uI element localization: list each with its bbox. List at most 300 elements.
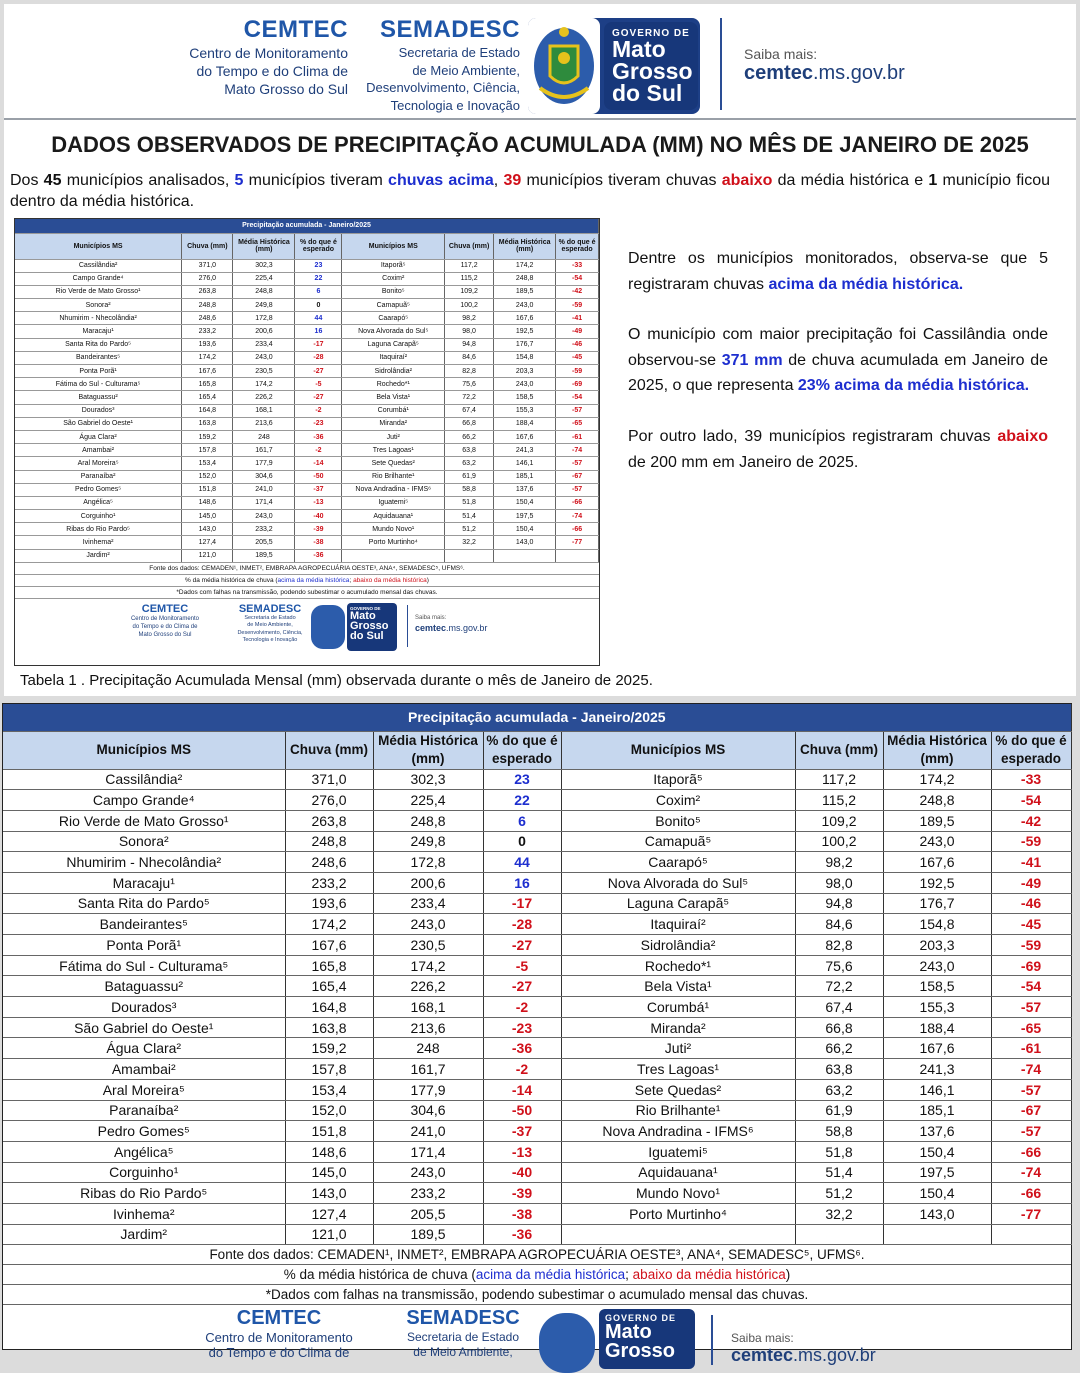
pct-cell: 23 [295, 259, 342, 272]
pct-cell: -61 [556, 430, 599, 443]
gov-name-3: do Sul [612, 79, 683, 106]
table-title: Precipitação acumulada - Janeiro/2025 [3, 704, 1071, 731]
pct-cell: -27 [295, 391, 342, 404]
small-foot-source: Fonte dos dados: CEMADEN¹, INMET², EMBRAPA AGROPECUÁRIA OESTE³, ANA⁴, SEMADESC⁵, UFMS⁶. [15, 563, 599, 575]
municipio-cell: Nova Andradina - IFMS⁶ [342, 483, 445, 496]
pct-cell: -28 [295, 351, 342, 364]
small-cemtec-sub: Centro de Monitoramento [130, 615, 200, 622]
chuva-cell: 63,8 [795, 1059, 883, 1080]
government-logo [528, 18, 700, 114]
media-cell: 174,2 [373, 955, 483, 976]
table-row [3, 769, 1071, 790]
municipio-cell: Angélica⁵ [15, 496, 182, 509]
pct-cell: 22 [295, 272, 342, 285]
media-cell: 302,3 [233, 259, 295, 272]
pct-cell: -17 [295, 338, 342, 351]
media-cell: 189,5 [883, 810, 991, 831]
municipio-cell: Nova Alvorada do Sul⁵ [342, 325, 445, 338]
pct-cell: -27 [483, 935, 561, 956]
media-cell: 167,6 [494, 312, 556, 325]
semadesc-sub-3: Desenvolvimento, Ciência, [366, 80, 520, 95]
media-cell: 205,5 [373, 1203, 483, 1224]
pct-cell: -40 [483, 1162, 561, 1183]
media-cell: 233,4 [233, 338, 295, 351]
municipio-cell: Aral Moreira⁵ [3, 1079, 285, 1100]
chuva-cell: 61,9 [445, 470, 494, 483]
intro-below-label: abaixo [721, 172, 773, 189]
chuva-cell: 61,9 [795, 1100, 883, 1121]
table-row [3, 935, 1071, 956]
large-foot-source: Fonte dos dados: CEMADEN¹, INMET², EMBRAPA AGROPECUÁRIA OESTE³, ANA⁴, SEMADESC⁵, UFMS⁶. [3, 1245, 1071, 1265]
chuva-cell: 51,4 [445, 510, 494, 523]
table-row [3, 831, 1071, 852]
table-row [15, 430, 599, 443]
chuva-cell: 174,2 [285, 914, 373, 935]
municipio-cell: Amambai² [3, 1059, 285, 1080]
municipio-cell: Ribas do Rio Pardo⁵ [15, 523, 182, 536]
small-crest-icon [311, 605, 345, 649]
pct-cell: -42 [991, 810, 1071, 831]
table-row [15, 365, 599, 378]
table-row [3, 1100, 1071, 1121]
municipio-cell: Sonora² [15, 299, 182, 312]
foot-below: abaixo da média histórica [353, 576, 427, 584]
pct-cell: 44 [483, 852, 561, 873]
pct-cell: -41 [991, 852, 1071, 873]
pct-cell: -42 [556, 285, 599, 298]
pct-cell: -57 [556, 457, 599, 470]
chuva-cell: 151,8 [285, 1121, 373, 1142]
table-row [3, 852, 1071, 873]
intro-count-total: 45 [43, 172, 62, 189]
large-logo-strip [3, 1305, 1071, 1365]
media-cell: 233,4 [373, 893, 483, 914]
small-logo-strip [15, 599, 599, 661]
municipio-cell: Bela Vista¹ [342, 391, 445, 404]
chuva-cell: 165,4 [182, 391, 233, 404]
pct-cell: -5 [295, 378, 342, 391]
chuva-cell: 143,0 [285, 1183, 373, 1204]
chuva-cell: 121,0 [285, 1224, 373, 1245]
municipio-cell: Itaquiraí² [561, 914, 795, 935]
chuva-cell: 174,2 [182, 351, 233, 364]
table-row [3, 1079, 1071, 1100]
municipio-cell: Cassilândia² [3, 769, 285, 790]
cemtec-name: CEMTEC [243, 16, 348, 43]
summary-above [628, 246, 1048, 297]
small-cemtec-sub: do Tempo e do Clima de [132, 623, 198, 630]
municipio-cell: Amambai² [15, 444, 182, 457]
column-header: % do que é esperado [295, 233, 342, 259]
large-cemtec-name: CEMTEC [236, 1307, 322, 1330]
pct-cell: -36 [295, 549, 342, 562]
chuva-cell: 94,8 [445, 338, 494, 351]
large-saiba: Saiba mais: [731, 1331, 794, 1346]
media-cell: 137,6 [494, 483, 556, 496]
pct-cell: -59 [991, 831, 1071, 852]
chuva-cell: 66,8 [445, 417, 494, 430]
table-row [15, 457, 599, 470]
table-row [15, 378, 599, 391]
pct-cell: -39 [483, 1183, 561, 1204]
intro-paragraph [10, 170, 1050, 212]
chuva-cell: 66,2 [445, 430, 494, 443]
pct-cell: -46 [991, 893, 1071, 914]
municipio-cell: Corguinho¹ [15, 510, 182, 523]
media-cell: 200,6 [373, 872, 483, 893]
pct-cell: -59 [556, 299, 599, 312]
column-header: Média Histórica (mm) [494, 233, 556, 259]
pct-cell: -39 [295, 523, 342, 536]
media-cell: 197,5 [494, 510, 556, 523]
media-cell: 241,0 [233, 483, 295, 496]
pct-cell: -66 [991, 1183, 1071, 1204]
large-site[interactable] [731, 1345, 876, 1366]
municipio-cell: Dourados³ [15, 404, 182, 417]
small-cemtec-name: CEMTEC [141, 602, 189, 615]
large-site-rest: .ms.gov.br [793, 1345, 876, 1366]
table-row [3, 997, 1071, 1018]
municipio-cell: Miranda² [342, 417, 445, 430]
chuva-cell: 157,8 [182, 444, 233, 457]
media-cell: 248,8 [883, 790, 991, 811]
small-semadesc-sub: Desenvolvimento, Ciência, [237, 629, 303, 636]
gov-block [604, 22, 698, 110]
chuva-cell: 63,2 [445, 457, 494, 470]
small-gov-name: Mato [350, 609, 376, 622]
semadesc-block [356, 16, 520, 114]
table-row [15, 299, 599, 312]
empty-cell [445, 549, 494, 562]
chuva-cell: 276,0 [285, 790, 373, 811]
small-table-image [14, 218, 600, 666]
pct-cell: -23 [483, 1017, 561, 1038]
media-cell: 243,0 [883, 955, 991, 976]
pct-cell: -13 [483, 1141, 561, 1162]
pct-cell: 44 [295, 312, 342, 325]
media-cell: 243,0 [233, 510, 295, 523]
large-semadesc-sub: de Meio Ambiente, [413, 1345, 513, 1360]
media-cell: 155,3 [494, 404, 556, 417]
pct-cell: -38 [295, 536, 342, 549]
pct-cell: 6 [483, 810, 561, 831]
intro-text: Dos [10, 172, 44, 189]
media-cell: 168,1 [233, 404, 295, 417]
media-cell: 137,6 [883, 1121, 991, 1142]
header-divider [720, 18, 722, 110]
chuva-cell: 115,2 [445, 272, 494, 285]
media-cell: 185,1 [883, 1100, 991, 1121]
pct-cell: -66 [556, 523, 599, 536]
media-cell: 150,4 [494, 496, 556, 509]
summary-below [628, 424, 1048, 475]
chuva-cell: 84,6 [795, 914, 883, 935]
pct-cell: -57 [991, 997, 1071, 1018]
chuva-cell: 127,4 [285, 1203, 373, 1224]
chuva-cell: 164,8 [285, 997, 373, 1018]
chuva-cell: 67,4 [445, 404, 494, 417]
chuva-cell: 32,2 [795, 1203, 883, 1224]
table-row [15, 351, 599, 364]
table-row [15, 259, 599, 272]
media-cell: 243,0 [373, 914, 483, 935]
summary-text: de 200 mm em Janeiro de 2025. [628, 453, 859, 471]
media-cell: 200,6 [233, 325, 295, 338]
table-row [3, 1203, 1071, 1224]
large-crest-icon [539, 1313, 595, 1373]
media-cell: 203,3 [494, 365, 556, 378]
chuva-cell: 117,2 [795, 769, 883, 790]
media-cell: 150,4 [883, 1141, 991, 1162]
small-semadesc-sub: de Meio Ambiente, [247, 622, 293, 629]
chuva-cell: 67,4 [795, 997, 883, 1018]
table-row [3, 976, 1071, 997]
pct-cell: -45 [991, 914, 1071, 935]
municipio-cell: Jardim² [15, 549, 182, 562]
municipio-cell: Rochedo*¹ [342, 378, 445, 391]
municipio-cell: Rio Brilhante¹ [561, 1100, 795, 1121]
intro-text: da média histórica e [772, 172, 929, 189]
chuva-cell: 248,6 [285, 852, 373, 873]
pct-cell: -54 [556, 272, 599, 285]
empty-cell [795, 1224, 883, 1245]
chuva-cell: 159,2 [285, 1038, 373, 1059]
small-cemtec [115, 603, 215, 639]
chuva-cell: 84,6 [445, 351, 494, 364]
chuva-cell: 115,2 [795, 790, 883, 811]
media-cell: 226,2 [233, 391, 295, 404]
municipio-cell: Camapuã⁵ [342, 299, 445, 312]
chuva-cell: 145,0 [182, 510, 233, 523]
table-row [3, 955, 1071, 976]
table-row [3, 1121, 1071, 1142]
media-cell: 176,7 [494, 338, 556, 351]
pct-cell: -50 [295, 470, 342, 483]
media-cell: 192,5 [883, 872, 991, 893]
municipio-cell: Tres Lagoas¹ [342, 444, 445, 457]
chuva-cell: 152,0 [182, 470, 233, 483]
chuva-cell: 82,8 [795, 935, 883, 956]
intro-text: municípios tiveram [243, 172, 389, 189]
large-semadesc [393, 1307, 533, 1360]
chuva-cell: 63,2 [795, 1079, 883, 1100]
municipio-cell: Bandeirantes⁵ [15, 351, 182, 364]
table-row [15, 444, 599, 457]
media-cell: 146,1 [883, 1079, 991, 1100]
cemtec-sub-3: Mato Grosso do Sul [224, 81, 348, 97]
summary-below-label: abaixo [997, 428, 1048, 445]
pct-cell: 0 [483, 831, 561, 852]
municipio-cell: Corumbá¹ [561, 997, 795, 1018]
municipio-cell: Coxim² [342, 272, 445, 285]
municipio-cell: Porto Murtinho⁴ [561, 1203, 795, 1224]
municipio-cell: Sete Quedas² [342, 457, 445, 470]
chuva-cell: 151,8 [182, 483, 233, 496]
municipio-cell: Maracaju¹ [3, 872, 285, 893]
municipio-cell: Sete Quedas² [561, 1079, 795, 1100]
chuva-cell: 51,2 [795, 1183, 883, 1204]
small-gov-name: Grosso [350, 619, 389, 632]
media-cell: 230,5 [233, 365, 295, 378]
table-row [3, 872, 1071, 893]
intro-count-within: 1 [928, 172, 938, 189]
chuva-cell: 100,2 [445, 299, 494, 312]
municipio-cell: Paranaíba² [3, 1100, 285, 1121]
document-image [4, 4, 1076, 696]
pct-cell: -14 [483, 1079, 561, 1100]
municipio-cell: Miranda² [561, 1017, 795, 1038]
pct-cell: -41 [556, 312, 599, 325]
pct-cell: -46 [556, 338, 599, 351]
municipio-cell: Caarapó⁵ [561, 852, 795, 873]
pct-cell: -28 [483, 914, 561, 935]
chuva-cell: 100,2 [795, 831, 883, 852]
municipio-cell: Campo Grande⁴ [15, 272, 182, 285]
summary-max [628, 322, 1048, 399]
municipio-cell: Itaquiraí² [342, 351, 445, 364]
summary-text: O município com maior precipitação foi Cassilândia onde observou-se [628, 326, 1048, 369]
pct-cell: -37 [483, 1121, 561, 1142]
table-row [3, 1183, 1071, 1204]
large-cemtec [189, 1307, 369, 1360]
table-row [15, 523, 599, 536]
media-cell: 304,6 [373, 1100, 483, 1121]
media-cell: 230,5 [373, 935, 483, 956]
semadesc-name: SEMADESC [379, 16, 520, 43]
pct-cell: -2 [483, 1059, 561, 1080]
municipio-cell: Juti² [561, 1038, 795, 1059]
municipio-cell: Santa Rita do Pardo⁵ [3, 893, 285, 914]
pct-cell: -65 [991, 1017, 1071, 1038]
small-semadesc-sub: Tecnologia e Inovação [242, 637, 298, 644]
chuva-cell: 163,8 [285, 1017, 373, 1038]
small-gov-block [347, 603, 397, 651]
gov-name-1: Mato [612, 36, 666, 62]
chuva-cell: 148,6 [285, 1141, 373, 1162]
gov-name-2: Grosso [612, 57, 693, 84]
table-row [15, 312, 599, 325]
semadesc-sub-2: de Meio Ambiente, [412, 62, 520, 78]
municipio-cell: Laguna Carapã⁵ [561, 893, 795, 914]
municipio-cell: Ponta Porã¹ [3, 935, 285, 956]
media-cell: 248 [373, 1038, 483, 1059]
chuva-cell: 51,4 [795, 1162, 883, 1183]
column-header: Média Histórica (mm) [233, 233, 295, 259]
large-semadesc-sub: Secretaria de Estado [406, 1330, 520, 1345]
chuva-cell: 32,2 [445, 536, 494, 549]
large-gov-name: Mato [605, 1321, 652, 1344]
municipio-cell: Dourados³ [3, 997, 285, 1018]
media-cell: 174,2 [883, 769, 991, 790]
chuva-cell: 66,2 [795, 1038, 883, 1059]
site-link[interactable] [744, 62, 905, 85]
pct-cell: 0 [295, 299, 342, 312]
media-cell: 171,4 [373, 1141, 483, 1162]
small-site-rest: .ms.gov.br [446, 622, 488, 633]
summary-text: Dentre os municípios monitorados, observa-se que 5 registraram chuvas [628, 250, 1048, 293]
pct-cell: -54 [991, 790, 1071, 811]
chuva-cell: 75,6 [795, 955, 883, 976]
municipio-cell: Rochedo*¹ [561, 955, 795, 976]
chuva-cell: 248,8 [285, 831, 373, 852]
media-cell: 249,8 [233, 299, 295, 312]
municipio-cell: Tres Lagoas¹ [561, 1059, 795, 1080]
large-foot-note: *Dados com falhas na transmissão, podendo subestimar o acumulado mensal das chuvas. [3, 1285, 1071, 1305]
intro-above-label: chuvas acima [388, 172, 494, 189]
small-semadesc-name: SEMADESC [238, 602, 302, 615]
pct-cell: -77 [556, 536, 599, 549]
intro-text: , [493, 172, 504, 189]
pct-cell: -27 [295, 365, 342, 378]
large-table-image [2, 703, 1072, 1366]
large-gov-top: GOVERNO DE [605, 1313, 677, 1324]
table-row [3, 1224, 1071, 1245]
chuva-cell: 233,2 [285, 872, 373, 893]
media-cell: 197,5 [883, 1162, 991, 1183]
column-header: % do que é esperado [991, 731, 1071, 769]
municipio-cell: Aral Moreira⁵ [15, 457, 182, 470]
chuva-cell: 263,8 [182, 285, 233, 298]
municipio-cell: Pedro Gomes⁵ [15, 483, 182, 496]
gov-top: GOVERNO DE [612, 28, 690, 39]
municipio-cell: Caarapó⁵ [342, 312, 445, 325]
municipio-cell: Sidrolândia² [342, 365, 445, 378]
municipio-cell: Bataguassu² [3, 976, 285, 997]
table-row [15, 272, 599, 285]
foot-text: ) [785, 1267, 791, 1283]
chuva-cell: 58,8 [795, 1121, 883, 1142]
pct-cell: -23 [295, 417, 342, 430]
media-cell: 155,3 [883, 997, 991, 1018]
municipio-cell: Água Clara² [15, 430, 182, 443]
media-cell: 203,3 [883, 935, 991, 956]
semadesc-sub-4: Tecnologia e Inovação [390, 97, 520, 113]
pct-cell: -2 [483, 997, 561, 1018]
pct-cell: -65 [556, 417, 599, 430]
foot-below: abaixo da média histórica [632, 1267, 786, 1283]
pct-cell: -61 [991, 1038, 1071, 1059]
chuva-cell: 51,8 [445, 496, 494, 509]
pct-cell: -2 [295, 444, 342, 457]
column-header: Chuva (mm) [285, 731, 373, 769]
media-cell: 249,8 [373, 831, 483, 852]
chuva-cell: 276,0 [182, 272, 233, 285]
media-cell: 143,0 [494, 536, 556, 549]
media-cell: 241,3 [494, 444, 556, 457]
column-header: Municípios MS [342, 233, 445, 259]
empty-cell [883, 1224, 991, 1245]
media-cell: 233,2 [233, 523, 295, 536]
media-cell: 248,8 [494, 272, 556, 285]
media-cell: 248,8 [373, 810, 483, 831]
small-gov-top: GOVERNO DE [350, 605, 381, 611]
chuva-cell: 248,8 [182, 299, 233, 312]
municipio-cell: Camapuã⁵ [561, 831, 795, 852]
coat-of-arms-icon [528, 18, 600, 114]
intro-text: municípios tiveram chuvas [521, 172, 722, 189]
foot-text: ; [349, 576, 354, 584]
summary-max-pct: 23% acima da média histórica. [797, 377, 1030, 394]
foot-text: % da média histórica de chuva ( [185, 576, 278, 584]
media-cell: 233,2 [373, 1183, 483, 1204]
chuva-cell: 51,8 [795, 1141, 883, 1162]
chuva-cell: 72,2 [445, 391, 494, 404]
chuva-cell: 148,6 [182, 496, 233, 509]
municipio-cell: Bonito⁵ [561, 810, 795, 831]
pct-cell: 22 [483, 790, 561, 811]
municipio-cell: Corguinho¹ [3, 1162, 285, 1183]
saiba-mais-label: Saiba mais: [744, 46, 818, 62]
